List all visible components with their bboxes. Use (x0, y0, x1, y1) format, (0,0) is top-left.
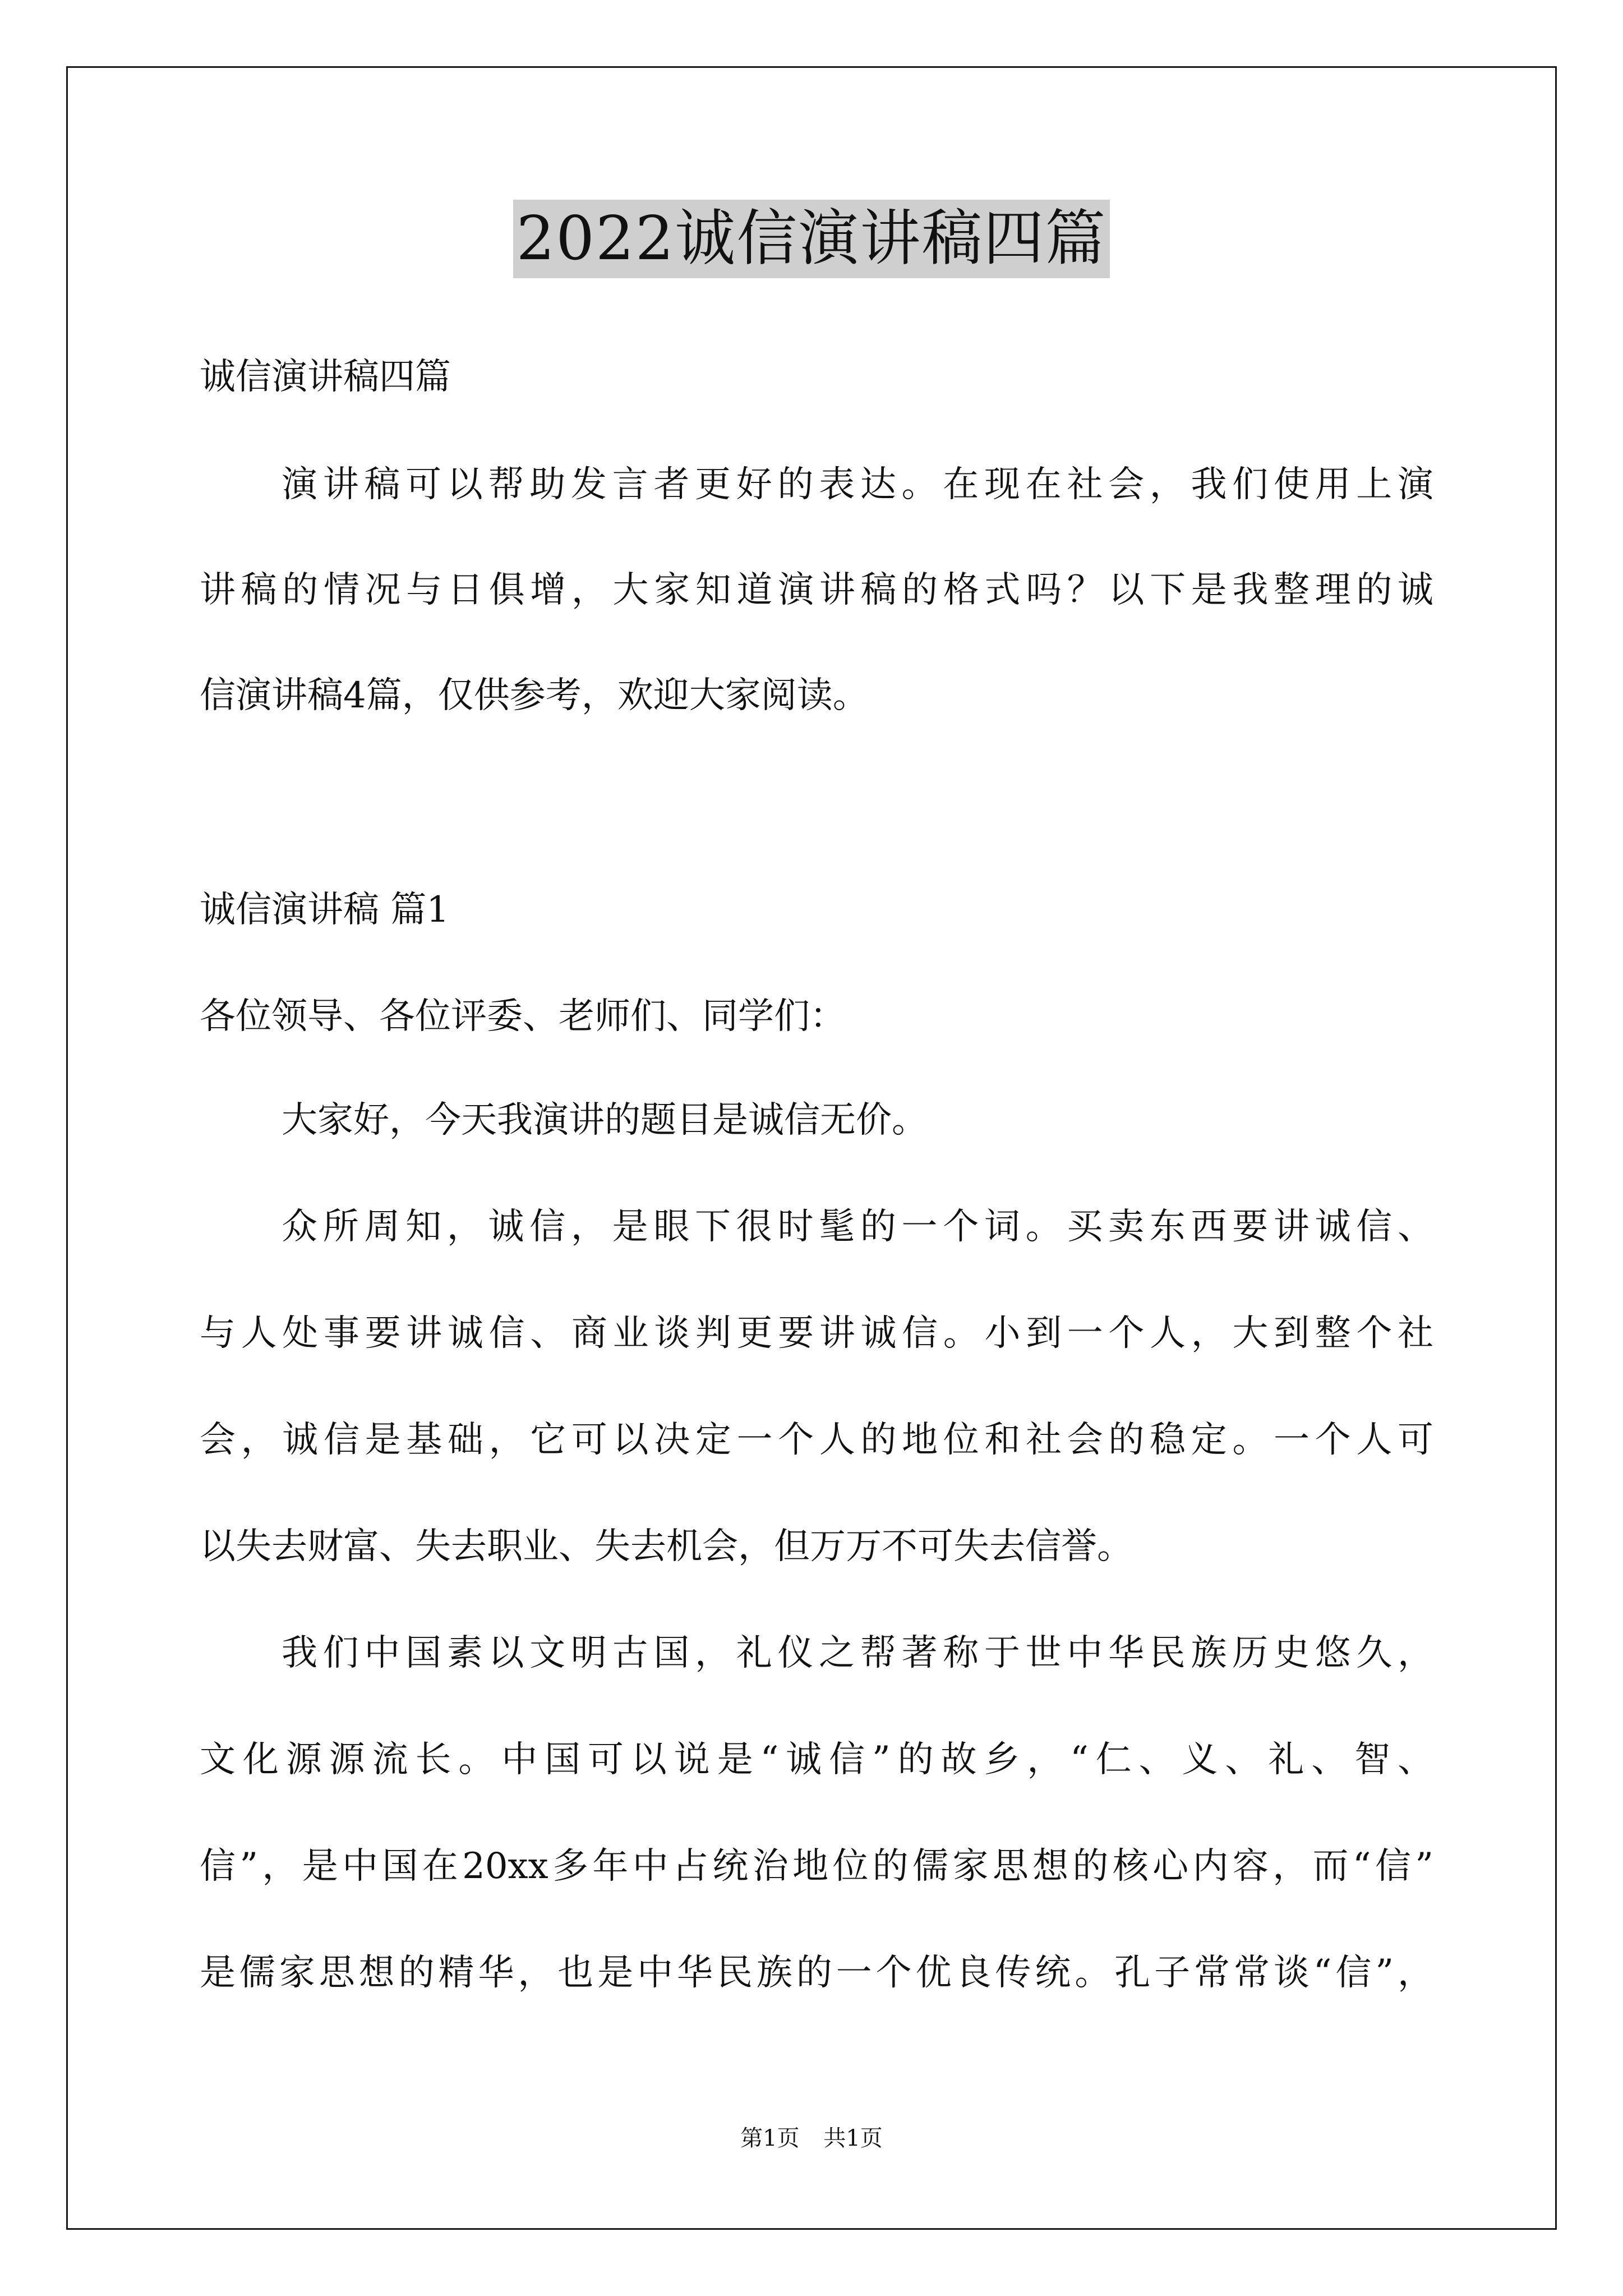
intro-line: 信演讲稿4篇，仅供参考，欢迎大家阅读。 (200, 675, 869, 716)
paragraph-line: 文化源源流长。中国可以说是“诚信”的故乡，“仁、义、礼、智、 (200, 1739, 1433, 1780)
salutation: 各位领导、各位评委、老师们、同学们： (200, 996, 846, 1037)
paragraph-line: 是儒家思想的精华，也是中华民族的一个优良传统。孔子常常谈“信”， (200, 1952, 1433, 1994)
intro-line: 演讲稿可以帮助发言者更好的表达。在现在社会，我们使用上演 (282, 464, 1433, 505)
paragraph-line: 会，诚信是基础，它可以决定一个人的地位和社会的稳定。一个人可 (200, 1419, 1433, 1461)
paragraph-line: 我们中国素以文明古国，礼仪之帮著称于世中华民族历史悠久， (282, 1632, 1433, 1674)
paragraph-line: 信”，是中国在20xx多年中占统治地位的儒家思想的核心内容，而“信” (200, 1846, 1433, 1887)
paragraph-line: 众所周知，诚信，是眼下很时髦的一个词。买卖东西要讲诚信、 (282, 1206, 1433, 1248)
intro-line: 讲稿的情况与日俱增，大家知道演讲稿的格式吗？以下是我整理的诚 (200, 569, 1433, 611)
paragraph-line: 以失去财富、失去职业、失去机会，但万万不可失去信誉。 (200, 1526, 1133, 1567)
paragraph-line: 与人处事要讲诚信、商业谈判更要讲诚信。小到一个人，大到整个社 (200, 1313, 1433, 1354)
document-title: 2022诚信演讲稿四篇 (513, 200, 1110, 278)
title-container (0, 200, 1623, 278)
section-heading: 诚信演讲稿 篇1 (200, 889, 450, 931)
document-heading: 诚信演讲稿四篇 (200, 356, 451, 398)
page-number-footer: 第1页 共1页 (740, 2125, 883, 2151)
greeting-line: 大家好，今天我演讲的题目是诚信无价。 (282, 1099, 928, 1141)
